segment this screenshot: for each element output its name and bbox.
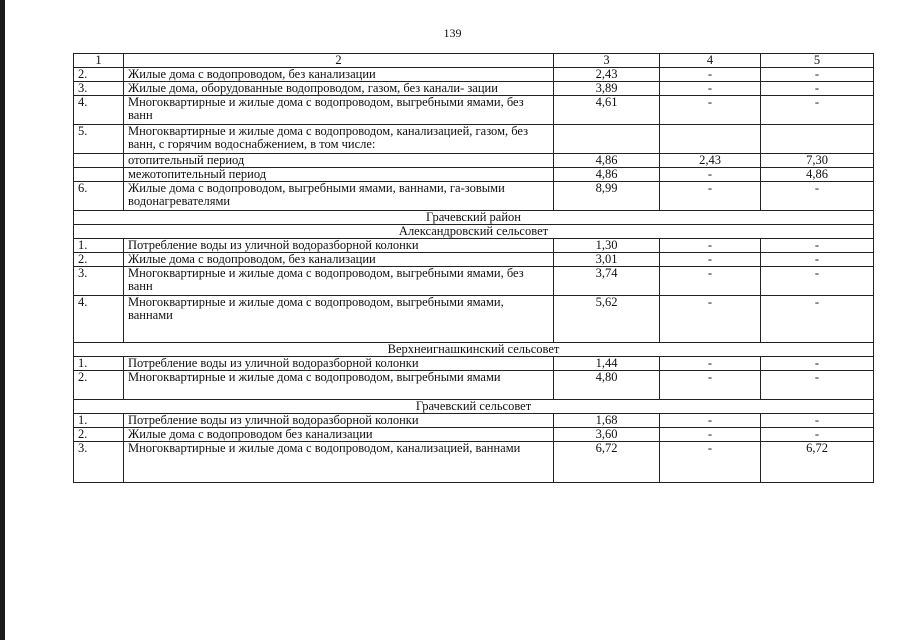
row-description: межотопительный период [124,168,554,182]
row-description: отопительный период [124,154,554,168]
table-row [74,442,874,483]
value-col5: - [761,357,874,371]
row-description: Потребление воды из уличной водоразборной колонки [124,414,554,428]
value-col3: 5,62 [554,296,660,343]
section-heading: Верхнеигнашкинский сельсовет [74,343,874,357]
value-col5: - [761,82,874,96]
value-col4: - [660,267,761,296]
section-heading: Грачевский район [74,211,874,225]
row-description: Многоквартирные и жилые дома с водопроводом, выгребными ямами, ваннами [124,296,554,343]
value-col5: - [761,371,874,400]
table-row [74,96,874,125]
table-row [74,357,874,371]
value-col3: 3,89 [554,82,660,96]
row-number: 1. [74,239,124,253]
section-heading-row [74,400,874,414]
table-row [74,253,874,267]
header-cell: 3 [554,54,660,68]
value-col3: 2,43 [554,68,660,82]
row-number: 6. [74,182,124,211]
value-col3: 1,68 [554,414,660,428]
row-description: Многоквартирные и жилые дома с водопроводом, канализацией, ваннами [124,442,554,483]
value-col4: - [660,428,761,442]
row-description: Жилые дома с водопроводом, выгребными ямами, ваннами, га-зовыми водонагревателями [124,182,554,211]
row-description: Жилые дома с водопроводом, без канализации [124,68,554,82]
row-description: Жилые дома, оборудованные водопроводом, газом, без канали- зации [124,82,554,96]
value-col5: 4,86 [761,168,874,182]
value-col5 [761,125,874,154]
row-number: 2. [74,68,124,82]
value-col4: - [660,357,761,371]
table-row [74,82,874,96]
row-description: Многоквартирные и жилые дома с водопроводом, выгребными ямами [124,371,554,400]
row-number [74,154,124,168]
value-col4: - [660,96,761,125]
row-number: 5. [74,125,124,154]
section-heading-row [74,211,874,225]
value-col5: 7,30 [761,154,874,168]
scan-edge-bar [0,0,5,640]
row-number: 4. [74,296,124,343]
row-description: Жилые дома с водопроводом без канализации [124,428,554,442]
value-col3: 1,30 [554,239,660,253]
value-col4 [660,125,761,154]
value-col5: - [761,239,874,253]
header-cell: 5 [761,54,874,68]
header-cell: 1 [74,54,124,68]
row-description: Потребление воды из уличной водоразборной колонки [124,239,554,253]
row-number: 1. [74,357,124,371]
value-col4: - [660,239,761,253]
value-col4: - [660,296,761,343]
value-col5: 6,72 [761,442,874,483]
table-row [74,239,874,253]
row-description: Многоквартирные и жилые дома с водопроводом, выгребными ямами, без ванн [124,96,554,125]
section-heading: Александровский сельсовет [74,225,874,239]
header-cell: 4 [660,54,761,68]
table-row [74,267,874,296]
section-heading: Грачевский сельсовет [74,400,874,414]
value-col5: - [761,296,874,343]
row-number: 3. [74,442,124,483]
row-description: Жилые дома с водопроводом, без канализации [124,253,554,267]
section-heading-row [74,225,874,239]
page-number: 139 [443,26,462,40]
value-col5: - [761,428,874,442]
value-col5: - [761,267,874,296]
row-number: 2. [74,371,124,400]
value-col4: - [660,168,761,182]
value-col4: - [660,82,761,96]
value-col3: 6,72 [554,442,660,483]
value-col4: 2,43 [660,154,761,168]
table-row [74,125,874,154]
table-row [74,371,874,400]
row-number: 1. [74,414,124,428]
row-number: 3. [74,267,124,296]
table-row [74,68,874,82]
value-col4: - [660,253,761,267]
value-col4: - [660,414,761,428]
value-col5: - [761,253,874,267]
value-col3: 4,86 [554,154,660,168]
row-number: 2. [74,428,124,442]
table-row [74,414,874,428]
value-col5: - [761,414,874,428]
value-col5: - [761,96,874,125]
table-row [74,182,874,211]
table-row [74,428,874,442]
header-row [74,54,874,68]
value-col3: 4,86 [554,168,660,182]
row-number: 2. [74,253,124,267]
row-number [74,168,124,182]
value-col5: - [761,68,874,82]
value-col4: - [660,442,761,483]
value-col4: - [660,371,761,400]
row-number: 4. [74,96,124,125]
row-description: Многоквартирные и жилые дома с водопроводом, канализацией, газом, без ванн, с горячим водоснабжением, в том числе: [124,125,554,154]
row-number: 3. [74,82,124,96]
value-col3: 3,60 [554,428,660,442]
table-row [74,296,874,343]
table-row [74,168,874,182]
row-description: Многоквартирные и жилые дома с водопроводом, выгребными ямами, без ванн [124,267,554,296]
section-heading-row [74,343,874,357]
tariff-table [73,53,874,483]
value-col4: - [660,182,761,211]
value-col3: 3,74 [554,267,660,296]
value-col3 [554,125,660,154]
table-row [74,154,874,168]
value-col5: - [761,182,874,211]
value-col3: 1,44 [554,357,660,371]
value-col3: 4,80 [554,371,660,400]
header-cell: 2 [124,54,554,68]
value-col3: 3,01 [554,253,660,267]
value-col3: 4,61 [554,96,660,125]
row-description: Потребление воды из уличной водоразборной колонки [124,357,554,371]
value-col3: 8,99 [554,182,660,211]
value-col4: - [660,68,761,82]
